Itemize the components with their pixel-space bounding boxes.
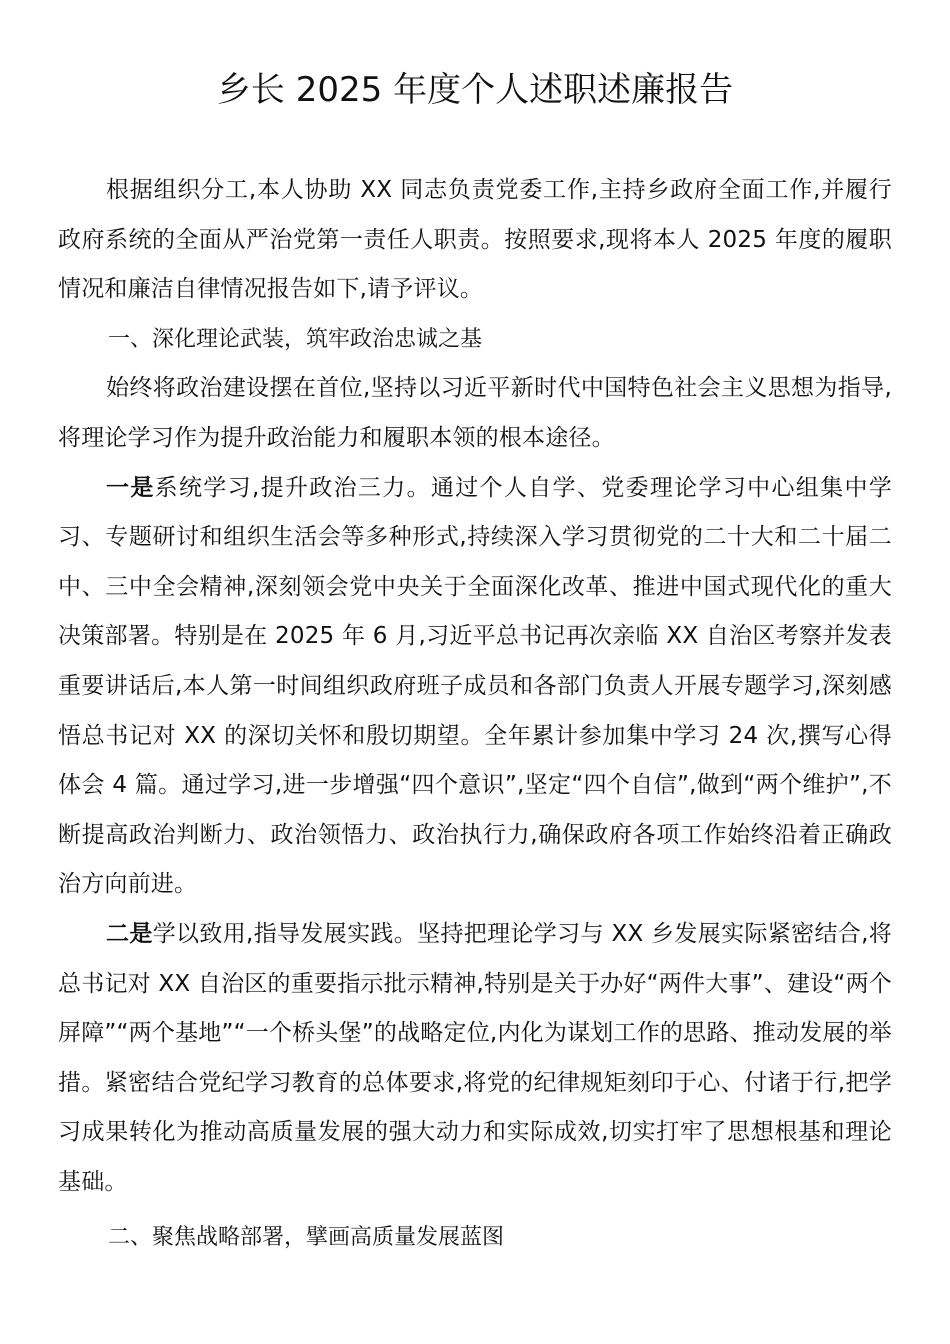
- section-heading-1: 一、深化理论武装，筑牢政治忠诚之基: [108, 326, 483, 352]
- section-1-summary: 始终将政治建设摆在首位,坚持以习近平新时代中国特色社会主义思想为指导,将理论学习作为提升政治能力和履职本领的根本途径。: [58, 375, 892, 451]
- point-lead-label: 二是: [106, 920, 153, 947]
- section-heading-2: 二、聚焦战略部署，擘画高质量发展蓝图: [108, 1225, 505, 1251]
- section-1-point-1: [58, 464, 892, 910]
- document-body: [58, 166, 892, 1263]
- point-lead-label: 一是: [106, 474, 155, 501]
- point-text: 系统学习,提升政治三力。通过个人自学、党委理论学习中心组集中学习、专题研讨和组织生活会等多种形式,持续深入学习贯彻党的二十大和二十届二中、三中全会精神,深刻领会党中央关于全面深化改革、推进中国式现代化的重大决策部署。特别是在 2025 年 6 月,习近平总书记再次亲临 XX 自治区考察并发表重要讲话后,本人第一时间组织政府班子成员和各部门负责人开展专题学习,深刻感悟总书记对 XX 的深切关怀和殷切期望。全年累计参加集中学习 24 次,撰写心得体会 4 篇。通过学习,进一步增强“四个意识”,坚定“四个自信”,做到“两个维护”,不断提高政治判断力、政治领悟力、政治执行力,确保政府各项工作始终沿着正确政治方向前进。: [58, 474, 892, 898]
- section-1-point-2: [58, 910, 892, 1208]
- point-text: 学以致用,指导发展实践。坚持把理论学习与 XX 乡发展实际紧密结合,将总书记对 XX 自治区的重要指示批示精神,特别是关于办好“两件大事”、建设“两个屏障”“两个基地”“一个桥头堡”的战略定位,内化为谋划工作的思路、推动发展的举措。紧密结合党纪学习教育的总体要求,将党的纪律规矩刻印于心、付诸于行,把学习成果转化为推动高质量发展的强大动力和实际成效,切实打牢了思想根基和理论基础。: [58, 920, 892, 1195]
- intro-paragraph: 根据组织分工,本人协助 XX 同志负责党委工作,主持乡政府全面工作,并履行政府系统的全面从严治党第一责任人职责。按照要求,现将本人 2025 年度的履职情况和廉洁自律情况报告如下,请予评议。: [58, 177, 892, 303]
- page-title: 乡长 2025 年度个人述职述廉报告: [216, 70, 734, 110]
